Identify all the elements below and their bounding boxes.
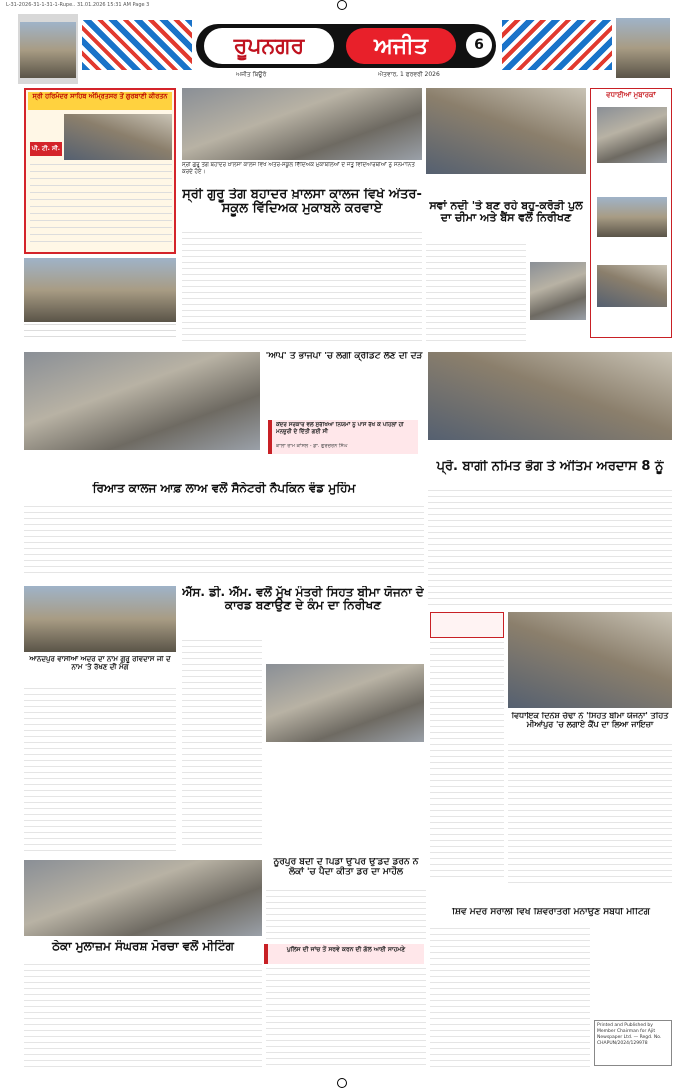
bridge-inset-photo [530,262,586,320]
anandpur-headline: ਆਨੰਦਪੁਰ ਵਾਸੀਆਂ ਅੰਦਰ ਦਾ ਨਾਮ ਗੁਰੂ ਰਵਿਦਾਸ ਜੀ ਦੇ ਨਾਮ 'ਤੇ ਰੱਖਣ ਦੀ ਮੰਗ [29,656,171,671]
left-mid-caption-lines [24,324,176,342]
main-headline: ਸ੍ਰੀ ਗੁਰੂ ਤੇਗ ਬਹਾਦਰ ਖ਼ਾਲਸਾ ਕਾਲਜ ਵਿਖੇ ਅੰਤਰ-ਸਕੂਲ ਵਿੱਦਿਅਕ ਮੁਕਾਬਲੇ ਕਰਵਾਏ [182,188,422,217]
bridge-photo [426,88,586,174]
greetings-box [590,88,672,338]
college-article-body [24,506,424,576]
anandpur-article-body [24,688,176,854]
masthead-photo-right [616,18,670,78]
main-article-body [182,232,422,344]
ad-box [24,88,176,254]
sdm-left-photo [24,586,176,652]
gurdwara-image [20,22,76,78]
decor-pattern-right [502,20,612,70]
obituary-headline: ਪ੍ਰੋ. ਬਾਗੀ ਨਮਿਤ ਭੋਗ ਤੇ ਅੰਤਿਮ ਅਰਦਾਸ 8 ਨੂੰ [436,460,664,474]
print-color-bar [90,1076,610,1084]
page-slug: L-31-2026-31-1-31-1-Rupe.. 31.01.2026 15:31 AM Page 3 [6,2,150,8]
sdm-headline: ਐੱਸ. ਡੀ. ਐੱਮ. ਵਲੋਂ ਮੁੱਖ ਮੰਤਰੀ ਸਿਹਤ ਬੀਮਾ ਯੋਜਨਾ ਦੇ ਕਾਰਡ ਬਣਾਉਣ ਦੇ ਕੰਮ ਦਾ ਨਿਰੀਖਣ [182,586,424,613]
masthead [18,14,670,84]
obituary-article-body [428,490,672,610]
nurpur-headline: ਨੂਰਪੁਰ ਬੇਦੀ ਦੇ ਪਿੰਡਾਂ ਉੱਪਰ ਉੱਡਦੇ ਡਰੋਨ ਨੇ ਲੋਕਾਂ 'ਚ ਪੈਦਾ ਕੀਤਾ ਡਰ ਦਾ ਮਾਹੌਲ [273,858,419,877]
thekka-headline: ਠੇਕਾ ਮੁਲਾਜ਼ਮ ਸੰਘਰਸ਼ ਮੋਰਚਾ ਵਲੋਂ ਮੀਟਿੰਗ [52,940,234,953]
police-article-body [266,968,426,1068]
aap-quote-box [268,420,418,454]
masthead-city: ਰੂਪਨਗਰ [204,28,334,64]
health-headline: ਵਿਧਾਇਕ ਦਿਨੇਸ਼ ਚੱਢਾ ਨੇ 'ਸਿਹਤ ਬੀਮਾ ਯੋਜਨਾ' ਤਹਿਤ ਮੀਆਂਪੁਰ 'ਚ ਲਗਾਏ ਕੈਂਪ ਦਾ ਲਿਆ ਜਾਇਜ਼ਾ [511,712,669,729]
decor-pattern-left [82,20,192,70]
shiv-headline: ਸ਼ਿਵ ਮੰਦਰ ਸਰਾਲੀ ਵਿਖੇ ਸ਼ਿਵਰਾਤਰੀ ਮਨਾਉਣ ਸਬੰਧੀ ਮੀਟਿੰਗ [452,908,650,917]
masthead-title-bar [196,24,496,68]
imprint-box: Printed and Published by Member Chairman for Ajit Newspaper Ltd. — Regd. No. CHAPUN/2024/129978 [594,1020,672,1066]
obituary-photo [428,352,672,440]
nss-group-photo [24,352,260,450]
greetings-title: ਵਧਾਈਆਂ ਮੁਬਾਰਕਾਂ [606,91,656,99]
sdm-center-photo [266,664,424,742]
thekka-article-body [24,964,262,1068]
top-center-photo [182,88,422,160]
page-number: 6 [466,32,492,58]
sdm-article-body [182,640,262,850]
health-callout [430,612,504,638]
health-article-body [430,642,504,882]
shiv-article-body [430,928,590,1068]
golden-temple-image [64,114,172,160]
aap-quote: ਕੇਂਦਰ ਸਰਕਾਰ ਵਲੋਂ ਸੁਰੱਖਿਆ ਨਿਯਮਾਂ ਨੂੰ ਪਾਸੇ ਰੱਖ ਕੇ ਪਹਿਲਾਂ ਹੀ ਮਨਜ਼ੂਰੀ ਦੇ ਦਿੱਤੀ ਗਈ ਸੀ [276,422,404,435]
greetings-photo-1 [597,107,667,163]
ad-text-lines [30,164,172,248]
masthead-paper-name: ਅਜੀਤ [346,28,456,64]
bridge-article-body [426,244,526,344]
masthead-photo-left [18,14,78,84]
greetings-photo-3 [597,265,667,307]
left-mid-photo [24,258,176,322]
aap-headline: 'ਆਪ' ਤੇ ਭਾਜਪਾ 'ਚ ਲੱਗੀ ਕ੍ਰੈਡਿਟ ਲੈਣ ਦੀ ਦੌੜ [265,352,423,361]
ad-title: ਸ੍ਰੀ ਹਰਿਮੰਦਰ ਸਾਹਿਬ ਅੰਮ੍ਰਿਤਸਰ ਤੋਂ ਗੁਰਬਾਣੀ ਕੀਰਤਨ [28,92,172,110]
top-center-caption: ਸ੍ਰੀ ਗੁਰੂ ਤੇਗ ਬਹਾਦਰ ਖ਼ਾਲਸਾ ਕਾਲਜ ਵਿਖੇ ਅੰਤਰ-ਸਕੂਲ ਵਿੱਦਿਅਕ ਮੁਕਾਬਲਿਆਂ ਦੇ ਜੇਤੂ ਵਿਦਿਆਰਥੀਆਂ ਨੂੰ ਸਨਮਾਨਿਤ ਕਰਦੇ ਹੋਏ। [182,162,415,175]
greetings-photo-2 [597,197,667,237]
aap-quote-by: ਕਾਲਾ ਰਾਮ ਕਾਂਸਲ - ਡਾ. ਗੁਰਚਰਨ ਸਿੰਘ [276,443,348,449]
health-article-body-2 [508,744,672,884]
nurpur-article-body [266,890,426,944]
masthead-date: ਐਤਵਾਰ, 1 ਫਰਵਰੀ 2026 [378,71,440,78]
masthead-bureau: ਅਜੀਤ ਬਿਊਰੋ [236,71,267,78]
bridge-headline: ਸਵਾਂ ਨਦੀ 'ਤੇ ਬਣ ਰਹੇ ਬਹੁ-ਕਰੋੜੀ ਪੁਲ ਦਾ ਚੀਮਾ ਅਤੇ ਬੈਂਸ ਵਲੋਂ ਨਿਰੀਖਣ [429,200,583,225]
college-headline: ਰਿਆਤ ਕਾਲਜ ਆਫ਼ ਲਾਅ ਵਲੋਂ ਸੈਨੇਟਰੀ ਨੈਪਕਿਨ ਵੰਡ ਮੁਹਿੰਮ [92,482,356,495]
thekka-photo [24,860,262,936]
police-quote-box: ਪੁਲਿਸ ਦੀ ਜਾਂਚ ਤੋਂ ਸਰਵੇ ਕਰਨ ਦੀ ਗੱਲ ਆਈ ਸਾਹਮਣੇ [264,944,424,964]
ad-channel-label: ਪੀ. ਟੀ. ਸੀ. [30,142,62,156]
health-camp-photo [508,612,672,708]
registration-mark-bottom [337,1078,347,1088]
registration-mark-top [337,0,347,10]
